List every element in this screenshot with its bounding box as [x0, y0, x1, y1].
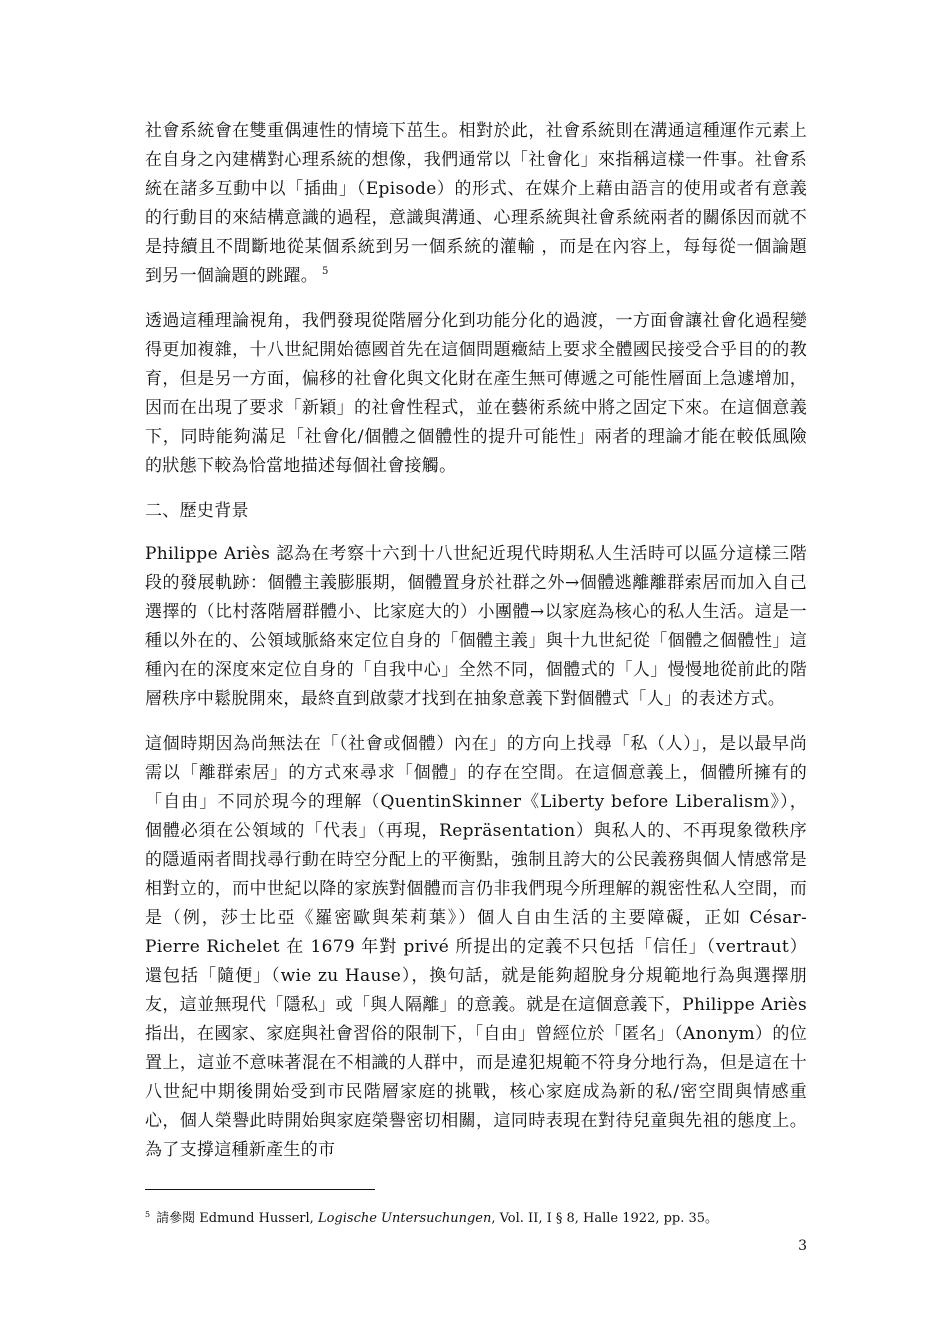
footnote-marker: 5 — [145, 1209, 151, 1219]
paragraph-social-systems — [145, 117, 807, 291]
footnote-title: Logische Untersuchungen — [317, 1211, 492, 1226]
paragraph-text: 社會系統會在雙重偶連性的情境下茁生。相對於此，社會系統則在溝通這種運作元素上在自身之內建構對心理系統的想像，我們通常以「社會化」來指稱這樣一件事。社會系統在諸多互動中以「插曲」（Episode）的形式、在媒介上藉由語言的使用或者有意義的行動目的來結構意識的過程，意識與溝通、心理系統與社會系統兩者的關係因而就不是持續且不間斷地從某個系統到另一個系統的灌輸 ，而是在內容上，每每從一個論題到另一個論題的跳躍。 — [145, 121, 807, 286]
section-heading: 二、歷史背景 — [145, 501, 249, 521]
footnote-suffix: , Vol. II, I § 8, Halle 1922, pp. 35。 — [491, 1211, 719, 1226]
body-text — [145, 117, 807, 1181]
footnote-reference[interactable]: 5 — [322, 266, 329, 278]
footnote — [145, 1210, 807, 1228]
footnote-prefix: 請參閱 Edmund Husserl, — [156, 1211, 318, 1226]
page-number: 3 — [798, 1238, 807, 1254]
footnote-divider — [145, 1189, 375, 1190]
paragraph-freedom: 這個時期因為尚無法在「（社會或個體）內在」的方向上找尋「私（人）」，是以最早尚需以「離群索居」的方式來尋求「個體」的存在空間。在這個意義上，個體所擁有的「自由」不同於現今的理解（QuentinSkinner《Liberty before Liberalism》），個體必須在公領域的「代表」（再現，Repräsentation）與私人的、不再現象徵秩序的隱遁兩者間找尋行動在時空分配上的平衡點，強制且誇大的公民義務與個人情感常是相對立的，而中世紀以降的家族對個體而言仍非我們現今所理解的親密性私人空間，而是（例，莎士比亞《羅密歐與茱莉葉》）個人自由生活的主要障礙，正如 César-Pierre Richelet 在 1679 年對 privé 所提出的定義不只包括「信任」（vertraut）還包括「隨便」（wie zu Hause），換句話，就是能夠超脫身分規範地行為與選擇朋友，這並無現代「隱私」或「與人隔離」的意義。就是在這個意義下，Philippe Ariès 指出，在國家、家庭與社會習俗的限制下，「自由」曾經位於「匿名」（Anonym）的位置上，這並不意味著混在不相識的人群中，而是違犯規範不符身分地行為，但是這在十八世紀中期後開始受到市民階層家庭的挑戰，核心家庭成為新的私/密空間與情感重心，個人榮譽此時開始與家庭榮譽密切相關，這同時表現在對待兒童與先祖的態度上。為了支撐這種新產生的市 — [145, 734, 807, 1160]
paragraph-theory-perspective: 透過這種理論視角，我們發現從階層分化到功能分化的過渡，一方面會讓社會化過程變得更加複雜，十八世紀開始德國首先在這個問題癥結上要求全體國民接受合乎目的的教育，但是另一方面，偏移的社會化與文化財在產生無可傳遞之可能性層面上急遽增加，因而在出現了要求「新穎」的社會性程式，並在藝術系統中將之固定下來。在這個意義下，同時能夠滿足「社會化/個體之個體性的提升可能性」兩者的理論才能在較低風險的狀態下較為恰當地描述每個社會接觸。 — [145, 311, 807, 476]
paragraph-aries: Philippe Ariès 認為在考察十六到十八世紀近現代時期私人生活時可以區分這樣三階段的發展軌跡：個體主義膨脹期，個體置身於社群之外→個體逃離離群索居而加入自己選擇的（比村落階層群體小、比家庭大的）小團體→以家庭為核心的私人生活。這是一種以外在的、公領域脈絡來定位自身的「個體主義」與十九世紀從「個體之個體性」這種內在的深度來定位自身的「自我中心」全然不同，個體式的「人」慢慢地從前此的階層秩序中鬆脫開來，最終直到啟蒙才找到在抽象意義下對個體式「人」的表述方式。 — [145, 544, 807, 709]
